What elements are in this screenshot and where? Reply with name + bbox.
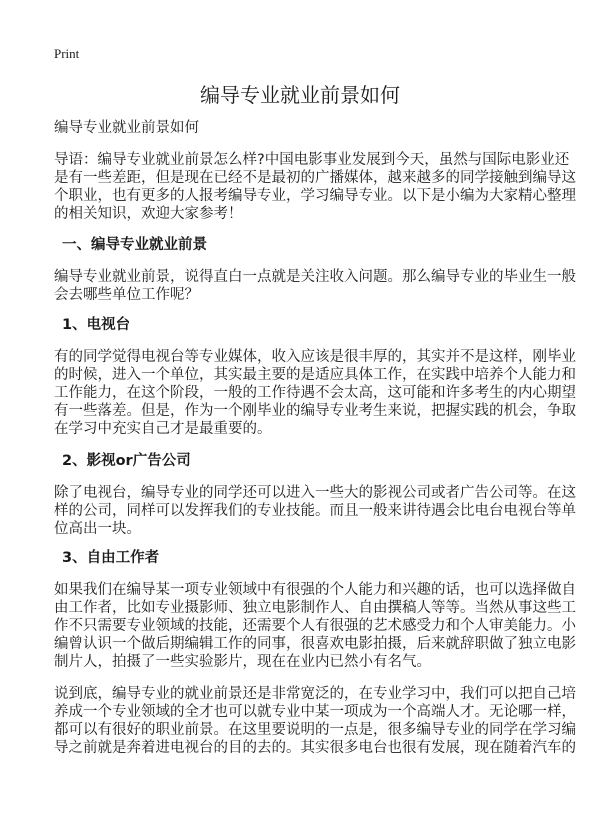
text-line: 有的同学觉得电视台等专业媒体，收入应该是很丰厚的，其实并不是这样，刚毕业 xyxy=(54,349,576,365)
paragraph xyxy=(54,268,576,304)
text-line: 编曾认识一个做后期编辑工作的同事，很喜欢电影拍摄，后来就辞职做了独立电影 xyxy=(54,636,576,652)
text-line: 的相关知识，欢迎大家参考！ xyxy=(54,206,243,222)
subsection-heading: 2、影视or广告公司 xyxy=(62,453,191,469)
text-line: 位高出一块。 xyxy=(54,521,141,537)
paragraph xyxy=(54,581,576,671)
paragraph xyxy=(54,348,576,438)
text-line: 会去哪些单位工作呢？ xyxy=(54,287,199,303)
intro-paragraph xyxy=(54,151,576,223)
text-line: 编导专业就业前景，说得直白一点就是关注收入问题。那么编导专业的毕业生一般 xyxy=(54,269,576,285)
text-line: 是有一些差距，但是现在已经不是最初的广播媒体，越来越多的同学接触到编导这 xyxy=(54,170,576,186)
paragraph xyxy=(54,484,576,538)
subsection-heading: 1、电视台 xyxy=(62,317,131,333)
section-heading: 一、编导专业就业前景 xyxy=(62,237,207,253)
print-link[interactable]: Print xyxy=(54,46,80,61)
text-line: 如果我们在编导某一项专业领域中有很强的个人能力和兴趣的话，也可以选择做自 xyxy=(54,582,576,598)
text-line: 的时候，进入一个单位，其实最主要的是适应具体工作，在实践中培养个人能力和 xyxy=(54,367,576,383)
text-line: 除了电视台，编导专业的同学还可以进入一些大的影视公司或者广告公司等。在这 xyxy=(54,485,576,501)
text-line: 导之前就是奔着进电视台的目的去的。其实很多电台也很有发展，现在随着汽车的 xyxy=(54,740,576,756)
text-line: 都可以有很好的职业前景。在这里要说明的一点是，很多编导专业的同学在学习编 xyxy=(54,722,576,738)
text-line: 制片人，拍摄了一些实验影片，现在在业内已然小有名气。 xyxy=(54,654,431,670)
text-line: 在学习中充实自己才是最重要的。 xyxy=(54,421,272,437)
text-line: 由工作者，比如专业摄影师、独立电影制作人、自由撰稿人等等。当然从事这些工 xyxy=(54,600,576,616)
subtitle: 编导专业就业前景如何 xyxy=(54,120,199,136)
paragraph xyxy=(54,685,576,757)
text-line: 样的公司，同样可以发挥我们的专业技能。而且一般来讲待遇会比电台电视台等单 xyxy=(54,503,576,519)
text-line: 作不只需要专业领域的技能，还需要个人有很强的艺术感受力和个人审美能力。小 xyxy=(54,618,576,634)
text-line: 说到底，编导专业的就业前景还是非常宽泛的，在专业学习中，我们可以把自己培 xyxy=(54,686,576,702)
text-line: 养成一个专业领域的全才也可以就专业中某一项成为一个高端人才。无论哪一样， xyxy=(54,704,576,720)
text-line: 工作能力，在这个阶段，一般的工作待遇不会太高，这可能和许多考生的内心期望 xyxy=(54,385,576,401)
text-line: 个职业，也有更多的人报考编导专业，学习编导专业。以下是小编为大家精心整理 xyxy=(54,188,576,204)
subsection-heading: 3、自由工作者 xyxy=(62,550,160,566)
text-line: 导语：编导专业就业前景怎么样?中国电影事业发展到今天，虽然与国际电影业还 xyxy=(54,152,570,168)
page-title: 编导专业就业前景如何 xyxy=(200,83,400,107)
text-line: 有一些落差。但是，作为一个刚毕业的编导专业考生来说，把握实践的机会，争取 xyxy=(54,403,576,419)
